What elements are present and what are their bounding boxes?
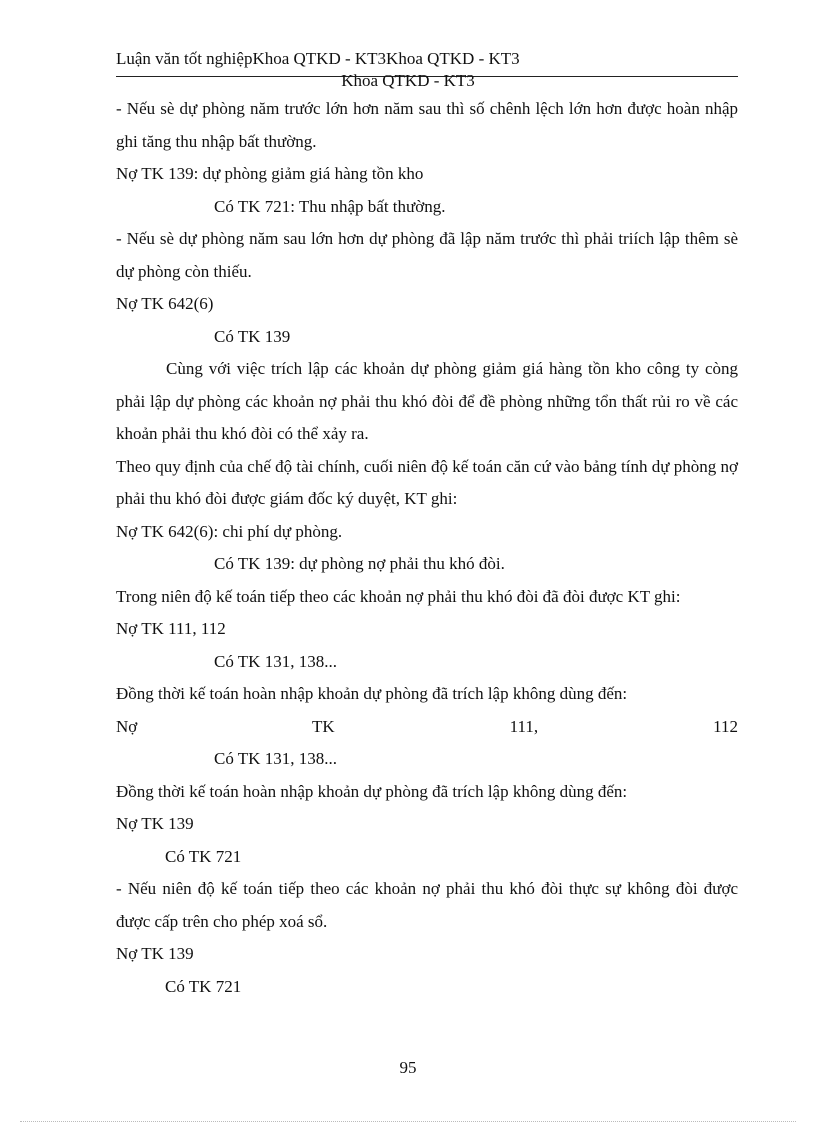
paragraph: Đồng thời kế toán hoàn nhập khoản dự phòng đã trích lập không dùng đến: — [116, 781, 628, 801]
journal-credit: Có TK 721 — [165, 976, 242, 996]
paragraph: Đồng thời kế toán hoàn nhập khoản dự phòng đã trích lập không dùng đến: — [116, 684, 628, 703]
journal-credit: Có TK 139: dự phòng nợ phải thu khó đòi. — [214, 554, 505, 573]
journal-credit: Có TK 721: Thu nhập bất thường. — [214, 196, 446, 216]
journal-debit: Nợ TK 111, 112 — [116, 716, 738, 736]
journal-credit: Có TK 139 — [214, 326, 291, 346]
journal-debit: Nợ TK 642(6): chi phí dự phòng. — [116, 521, 343, 541]
page-body — [116, 93, 738, 1003]
journal-debit: Nợ TK 111, 112 — [116, 619, 226, 638]
journal-debit: Nợ TK 139 — [116, 944, 194, 963]
header-title: Luận văn tốt nghiệpKhoa QTKD - KT3Khoa QTKD - KT3 — [116, 49, 520, 68]
paragraph: - Nếu sè dự phòng năm trước lớn hơn năm sau thì số chênh lệch lớn hơn được hoàn nhập ghi tăng thu nhập bất thường. — [116, 99, 738, 151]
page-number: 95 — [399, 1058, 417, 1077]
journal-credit: Có TK 721 — [165, 846, 242, 866]
journal-credit: Có TK 131, 138... — [214, 651, 337, 671]
paragraph: - Nếu niên độ kế toán tiếp theo các khoản nợ phải thu khó đòi thực sự không đòi được được cấp trên cho phép xoá sổ. — [116, 879, 738, 931]
page-bottom-border — [20, 1121, 796, 1122]
journal-debit: Nợ TK 139 — [116, 814, 194, 833]
paragraph: - Nếu sè dự phòng năm sau lớn hơn dự phòng đã lập năm trước thì phải triích lập thêm sè dự phòng còn thiếu. — [116, 229, 738, 281]
page-header — [116, 48, 738, 70]
journal-debit: Nợ TK 139: dự phòng giảm giá hàng tồn kho — [116, 164, 424, 183]
paragraph: Cùng với việc trích lập các khoản dự phòng giảm giá hàng tồn kho công ty còng phải lập dự phòng các khoản nợ phải thu khó đòi để đề phòng những tổn thất rủi ro về các khoản phải thu khó đòi có thể xảy ra. — [116, 359, 738, 443]
paragraph: Theo quy định của chế độ tài chính, cuối niên độ kế toán căn cứ vào bảng tính dự phòng nợ phải thu khó đòi được giám đốc ký duyệt, KT ghi: — [116, 456, 738, 508]
header-subtitle: Khoa QTKD - KT3 — [341, 71, 475, 90]
journal-credit: Có TK 131, 138... — [214, 749, 337, 768]
paragraph: Trong niên độ kế toán tiếp theo các khoản nợ phải thu khó đòi đã đòi được KT ghi: — [116, 586, 681, 606]
journal-debit: Nợ TK 642(6) — [116, 294, 214, 313]
